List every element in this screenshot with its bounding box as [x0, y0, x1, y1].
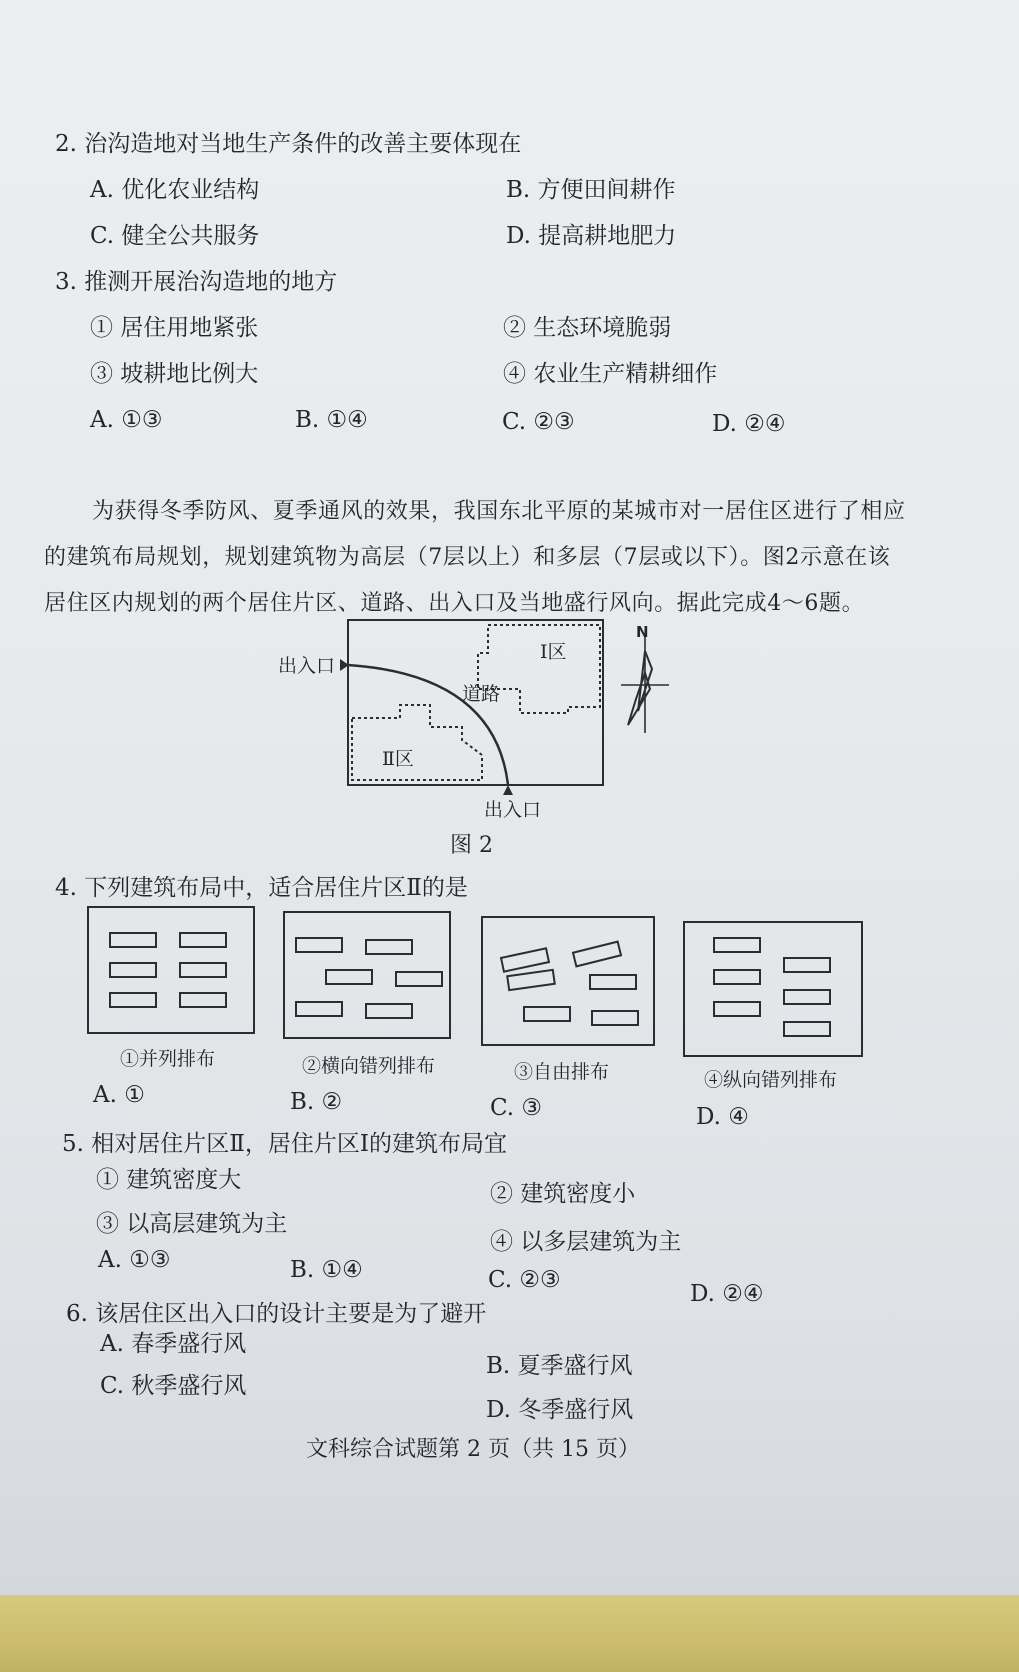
- q3-option-a: A. ①③: [90, 407, 163, 433]
- layout-4-caption: ④纵向错列排布: [704, 1069, 838, 1091]
- layout-4-vertical-staggered: [682, 920, 864, 1058]
- q3-option-c: C. ②③: [502, 409, 575, 435]
- q3-item-2: ② 生态环境脆弱: [503, 315, 672, 341]
- q2-option-b: B. 方便田间耕作: [506, 177, 676, 203]
- q3-item-1: ① 居住用地紧张: [90, 315, 259, 341]
- q5-item-3: ③ 以高层建筑为主: [96, 1211, 288, 1237]
- fig2-road-label: 道路: [462, 683, 501, 705]
- layout-2-horizontal-staggered: [282, 910, 454, 1040]
- q4-option-d: D. ④: [696, 1104, 749, 1130]
- q3-item-4: ④ 农业生产精耕细作: [503, 361, 718, 387]
- q2-stem: 2. 治沟造地对当地生产条件的改善主要体现在: [55, 131, 522, 157]
- fig2-zone-2-label: Ⅱ区: [382, 748, 414, 770]
- q6-option-c: C. 秋季盛行风: [100, 1373, 247, 1399]
- passage-line-1: 为获得冬季防风、夏季通风的效果，我国东北平原的某城市对一居住区进行了相应: [92, 499, 906, 524]
- q6-option-d: D. 冬季盛行风: [486, 1397, 634, 1423]
- q5-option-c: C. ②③: [488, 1267, 561, 1293]
- layout-2-caption: ②横向错列排布: [302, 1055, 436, 1077]
- layout-1-parallel: [86, 905, 258, 1035]
- north-label: N: [636, 623, 649, 641]
- q5-item-2: ② 建筑密度小: [490, 1181, 636, 1207]
- q5-item-1: ① 建筑密度大: [96, 1167, 242, 1193]
- layout-1-caption: ①并列排布: [120, 1048, 216, 1070]
- fig2-zone-1-label: Ⅰ区: [540, 641, 567, 663]
- q3-option-b: B. ①④: [295, 407, 368, 433]
- fig2-entrance-left: 出入口: [278, 655, 336, 677]
- q4-option-a: A. ①: [93, 1082, 145, 1108]
- q4-stem: 4. 下列建筑布局中，适合居住片区Ⅱ的是: [55, 875, 468, 901]
- q6-option-a: A. 春季盛行风: [100, 1331, 247, 1357]
- layout-3-free: [480, 915, 658, 1047]
- passage-line-2: 的建筑布局规划，规划建筑物为高层（7层以上）和多层（7层或以下）。图2示意在该: [44, 545, 891, 570]
- q6-stem: 6. 该居住区出入口的设计主要是为了避开: [66, 1301, 487, 1327]
- q5-item-4: ④ 以多层建筑为主: [490, 1229, 682, 1255]
- q4-option-b: B. ②: [290, 1089, 343, 1115]
- q5-option-b: B. ①④: [290, 1257, 363, 1283]
- q2-option-a: A. 优化农业结构: [90, 177, 260, 203]
- passage-line-3: 居住区内规划的两个居住片区、道路、出入口及当地盛行风向。据此完成4～6题。: [44, 591, 865, 616]
- q2-option-d: D. 提高耕地肥力: [506, 223, 677, 249]
- q3-stem: 3. 推测开展治沟造地的地方: [55, 269, 338, 295]
- desk-surface: [0, 1595, 1019, 1672]
- fig2-entrance-bottom: 出入口: [484, 799, 542, 821]
- page-footer: 文科综合试题第 2 页（共 15 页）: [306, 1437, 640, 1462]
- fig2-caption: 图 2: [450, 833, 493, 858]
- q4-option-c: C. ③: [490, 1095, 543, 1121]
- q5-stem: 5. 相对居住片区Ⅱ，居住片区Ⅰ的建筑布局宜: [62, 1131, 507, 1157]
- q6-option-b: B. 夏季盛行风: [486, 1353, 633, 1379]
- q3-option-d: D. ②④: [712, 411, 786, 437]
- figure-2-diagram: [270, 615, 730, 875]
- layout-3-caption: ③自由排布: [514, 1061, 610, 1083]
- q5-option-d: D. ②④: [690, 1281, 764, 1307]
- q5-option-a: A. ①③: [98, 1247, 171, 1273]
- q3-item-3: ③ 坡耕地比例大: [90, 361, 259, 387]
- q2-option-c: C. 健全公共服务: [90, 223, 260, 249]
